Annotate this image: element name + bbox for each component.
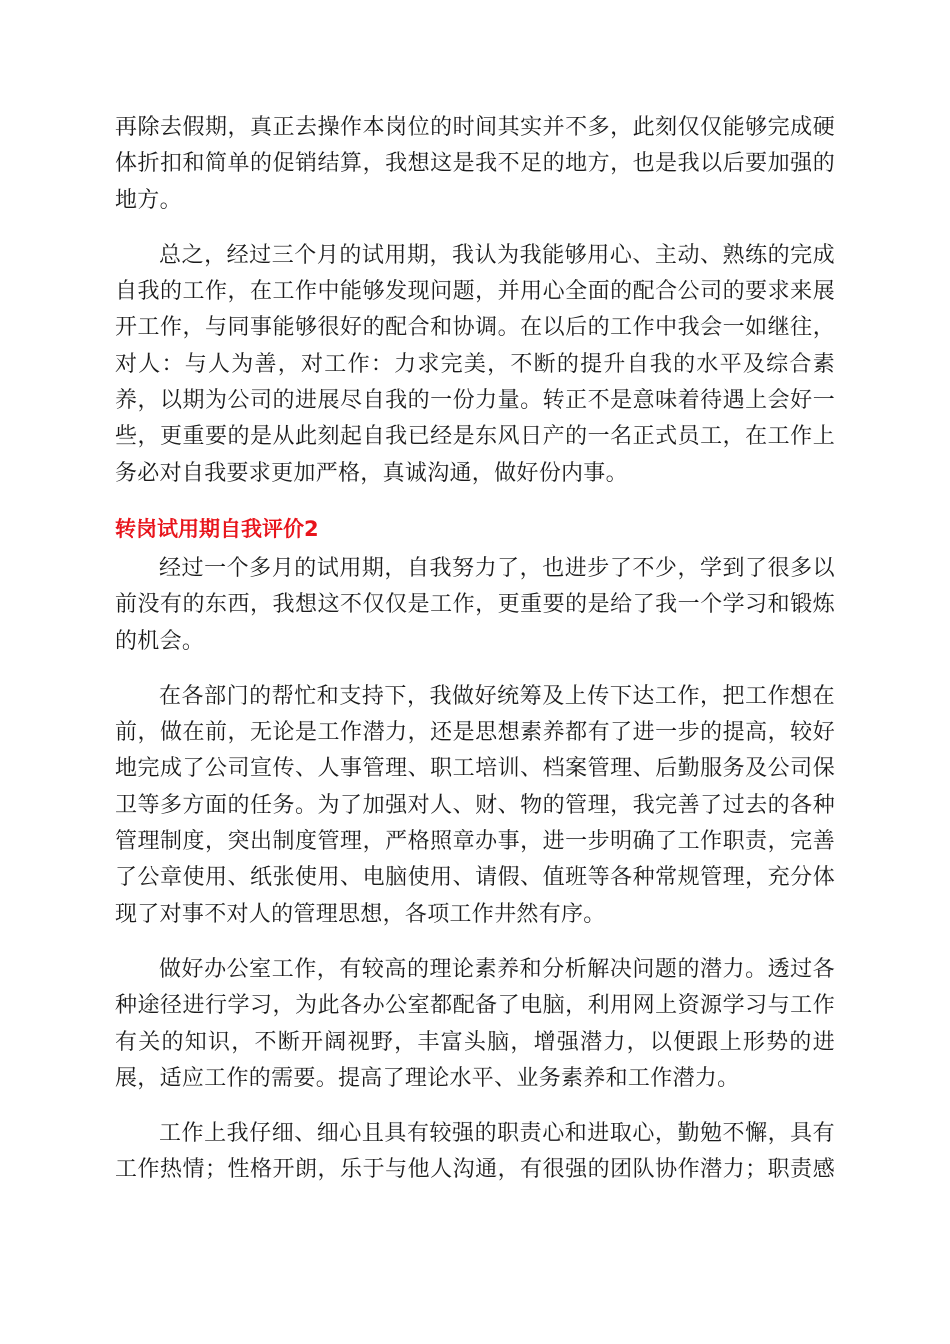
paragraph-line: 对人：与人为善，对工作：力求完美，不断的提升自我的水平及综合素 (115, 351, 835, 377)
paragraph (115, 679, 835, 933)
section-heading: 转岗试用期自我评价2 (115, 516, 319, 541)
paragraph (115, 551, 835, 660)
paragraph-line: 务必对自我要求更加严格，真诚沟通，做好份内事。 (115, 460, 628, 486)
paragraph (115, 1116, 835, 1189)
paragraph-line: 的机会。 (115, 628, 205, 654)
paragraph (115, 238, 835, 492)
paragraph-line: 体折扣和简单的促销结算，我想这是我不足的地方，也是我以后要加强的 (115, 151, 835, 177)
paragraph-line: 工作上我仔细、细心且具有较强的职责心和进取心，勤勉不懈，具有 (159, 1121, 835, 1147)
paragraph (115, 110, 835, 219)
paragraph-line: 工作热情；性格开朗，乐于与他人沟通，有很强的团队协作潜力；职责感 (115, 1157, 835, 1183)
section-after-heading (115, 551, 835, 1189)
document-body (115, 110, 835, 1208)
paragraph-line: 在各部门的帮忙和支持下，我做好统筹及上传下达工作，把工作想在 (159, 683, 835, 709)
paragraph-line: 自我的工作，在工作中能够发现问题，并用心全面的配合公司的要求来展 (115, 279, 835, 305)
section-before-heading (115, 110, 835, 492)
paragraph (115, 952, 835, 1097)
paragraph-line: 再除去假期，真正去操作本岗位的时间其实并不多，此刻仅仅能够完成硬 (115, 115, 835, 140)
paragraph-line: 管理制度，突出制度管理，严格照章办事，进一步明确了工作职责，完善 (115, 829, 835, 855)
paragraph-line: 前，做在前，无论是工作潜力，还是思想素养都有了进一步的提高，较好 (115, 720, 835, 746)
paragraph-line: 经过一个多月的试用期，自我努力了，也进步了不少，学到了很多以 (159, 555, 835, 581)
paragraph-line: 养，以期为公司的进展尽自我的一份力量。转正不是意味着待遇上会好一 (115, 388, 835, 414)
paragraph-line: 卫等多方面的任务。为了加强对人、财、物的管理，我完善了过去的各种 (115, 792, 835, 818)
paragraph-line: 地完成了公司宣传、人事管理、职工培训、档案管理、后勤服务及公司保 (115, 756, 835, 782)
paragraph-line: 地方。 (115, 187, 182, 213)
paragraph-line: 有关的知识，不断开阔视野，丰富头脑，增强潜力，以便跟上形势的进 (115, 1029, 835, 1055)
paragraph-line: 做好办公室工作，有较高的理论素养和分析解决问题的潜力。透过各 (159, 956, 835, 982)
paragraph-line: 种途径进行学习，为此各办公室都配备了电脑，利用网上资源学习与工作 (115, 993, 835, 1019)
paragraph-line: 了公章使用、纸张使用、电脑使用、请假、值班等各种常规管理，充分体 (115, 865, 835, 891)
paragraph-line: 展，适应工作的需要。提高了理论水平、业务素养和工作潜力。 (115, 1065, 740, 1091)
paragraph-line: 现了对事不对人的管理思想，各项工作井然有序。 (115, 901, 606, 927)
paragraph-line: 总之，经过三个月的试用期，我认为我能够用心、主动、熟练的完成 (159, 242, 835, 268)
paragraph-line: 开工作，与同事能够很好的配合和协调。在以后的工作中我会一如继往， (115, 315, 835, 341)
paragraph-line: 些，更重要的是从此刻起自我已经是东风日产的一名正式员工，在工作上 (115, 424, 835, 450)
paragraph-line: 前没有的东西，我想这不仅仅是工作，更重要的是给了我一个学习和锻炼 (115, 592, 835, 618)
